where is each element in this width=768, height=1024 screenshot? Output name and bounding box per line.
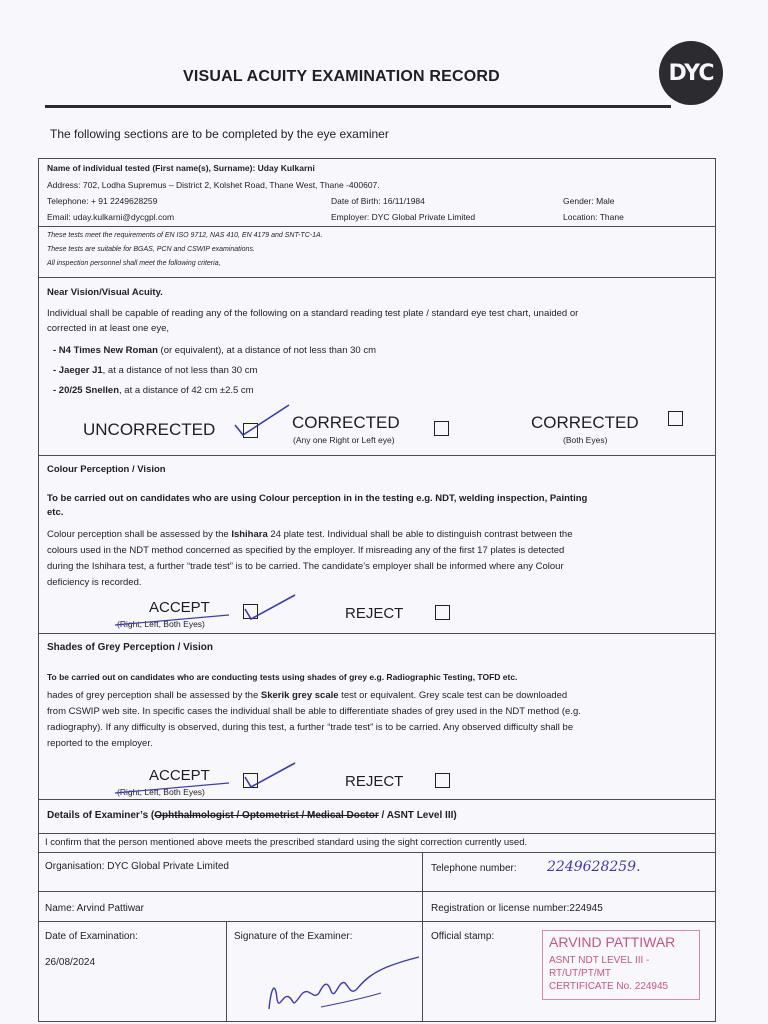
stamp-line: CERTIFICATE No. 224945 (549, 981, 669, 992)
divider (39, 633, 715, 634)
organisation-field: Organisation: DYC Global Private Limited (45, 861, 229, 872)
standards-note-1: These tests meet the requirements of EN ISO 9712, NAS 410, EN 4179 and SNT-TC-1A. (47, 232, 323, 239)
telephone-handwritten: 2249628259. (547, 859, 641, 875)
near-vision-heading: Near Vision/Visual Acuity. (47, 287, 163, 298)
candidate-address: Address: 702, Lodha Supremus – District 2, Kolshet Road, Thane West, Thane -400607. (47, 180, 380, 190)
registration-number: Registration or license number:224945 (431, 903, 603, 914)
telephone-label: Telephone number: (431, 863, 517, 874)
near-vision-item: - N4 Times New Roman (or equivalent), at a distance of not less than 30 cm (53, 345, 376, 356)
examiner-heading: Details of Examiner’s (Ophthalmologist / Optometrist / Medical Doctor / ASNT Level III) (47, 810, 457, 821)
colour-accept-sub: (Right, Left, Both Eyes) (117, 619, 205, 629)
near-vision-para: Individual shall be capable of reading any of the following on a standard reading test plate / standard eye test chart, unaided or (47, 308, 579, 319)
candidate-telephone: Telephone: + 91 2249628259 (47, 196, 158, 206)
standards-note-2: These tests are suitable for BGAS, PCN and CSWIP examinations. (47, 246, 255, 253)
corrected-both-sub: (Both Eyes) (563, 435, 608, 445)
stamp-line: ARVIND PATTIWAR (549, 934, 676, 950)
divider (39, 891, 715, 892)
colour-para: during the Ishihara test, a further “trade test” is to be carried. The candidate’s employer shall be informed where any Colour (47, 561, 564, 572)
corrected-one-eye-label: CORRECTED (292, 413, 400, 432)
divider (39, 833, 715, 834)
colour-reject-label: REJECT (345, 605, 404, 622)
corrected-both-checkbox[interactable] (668, 411, 683, 426)
colour-para: deficiency is recorded. (47, 577, 142, 588)
near-vision-item: - Jaeger J1, at a distance of not less than 30 cm (53, 365, 258, 376)
candidate-dob: Date of Birth: 16/11/1984 (331, 196, 425, 206)
stamp-label: Official stamp: (431, 931, 495, 942)
grey-accept-label: ACCEPT (149, 767, 210, 784)
divider (39, 921, 715, 922)
checkmark-icon (231, 401, 295, 443)
official-stamp (542, 930, 700, 1000)
signature-label: Signature of the Examiner: (234, 931, 353, 942)
candidate-gender: Gender: Male (563, 196, 615, 206)
date-label: Date of Examination: (45, 931, 138, 942)
candidate-email: Email: uday.kulkarni@dycgpl.com (47, 212, 175, 222)
uncorrected-label: UNCORRECTED (83, 420, 216, 439)
colour-subheading: etc. (47, 507, 64, 518)
column-divider (226, 921, 227, 1021)
candidate-employer: Employer: DYC Global Private Limited (331, 212, 476, 222)
checkmark-icon (109, 757, 299, 799)
grey-para: reported to the employer. (47, 738, 153, 749)
colour-para: colours used in the NDT method concerned as specified by the employer. If misreading any of the first 17 plates is detected (47, 545, 565, 556)
corrected-one-eye-checkbox[interactable] (434, 421, 449, 436)
grey-heading: Shades of Grey Perception / Vision (47, 642, 213, 653)
colour-para: Colour perception shall be assessed by the Ishihara 24 plate test. Individual shall be able to distinguish contrast between the (47, 529, 573, 540)
form-box (38, 158, 716, 1022)
divider (39, 852, 715, 853)
confirmation-text: I confirm that the person mentioned above meets the prescribed standard using the sight correction currently used. (45, 837, 528, 848)
grey-para: radiography). If any difficulty is observed, during this test, a further “trade test” is to be carried. Any observed difficulty shall be (47, 722, 574, 733)
colour-heading: Colour Perception / Vision (47, 464, 166, 475)
near-vision-item: - 20/25 Snellen, at a distance of 42 cm ±2.5 cm (53, 385, 254, 396)
dyc-logo (659, 41, 723, 105)
intro-text: The following sections are to be completed by the eye examiner (50, 127, 389, 141)
near-vision-para: corrected in at least one eye, (47, 323, 169, 334)
grey-reject-checkbox[interactable] (435, 773, 450, 788)
title-rule (45, 105, 671, 108)
divider (39, 226, 715, 227)
divider (39, 455, 715, 456)
stamp-line: ASNT NDT LEVEL III - (549, 955, 650, 966)
date-value: 26/08/2024 (45, 957, 96, 968)
examiner-signature (261, 949, 421, 1019)
corrected-both-label: CORRECTED (531, 413, 639, 432)
stamp-line: RT/UT/PT/MT (549, 968, 612, 979)
colour-subheading: To be carried out on candidates who are using Colour perception in in the testing e.g. NDT, welding inspection, Painting (47, 493, 588, 504)
colour-reject-checkbox[interactable] (435, 605, 450, 620)
document-title: VISUAL ACUITY EXAMINATION RECORD (183, 68, 500, 85)
standards-note-3: All inspection personnel shall meet the following criteria, (47, 260, 221, 267)
grey-para: from CSWIP web site. In specific cases the individual shall be able to differentiate shades of grey used in the NDT method (e.g. (47, 706, 581, 717)
grey-reject-label: REJECT (345, 773, 404, 790)
examiner-name: Name: Arvind Pattiwar (45, 903, 144, 914)
logo-text: DYC (668, 60, 714, 86)
grey-para: hades of grey perception shall be assessed by the Skerik grey scale test or equivalent. Grey scale test can be downloaded (47, 690, 568, 701)
grey-accept-sub: (Right, Left, Both Eyes) (117, 787, 205, 797)
divider (39, 799, 715, 800)
grey-subheading: To be carried out on candidates who are conducting tests using shades of grey e.g. Radiographic Testing, TOFD etc. (47, 672, 518, 682)
column-divider (422, 852, 423, 1021)
checkmark-icon (109, 589, 299, 631)
divider (39, 277, 715, 278)
candidate-location: Location: Thane (563, 212, 624, 222)
corrected-one-eye-sub: (Any one Right or Left eye) (293, 435, 395, 445)
candidate-name: Name of individual tested (First name(s), Surname): Uday Kulkarni (47, 163, 315, 173)
colour-accept-label: ACCEPT (149, 599, 210, 616)
